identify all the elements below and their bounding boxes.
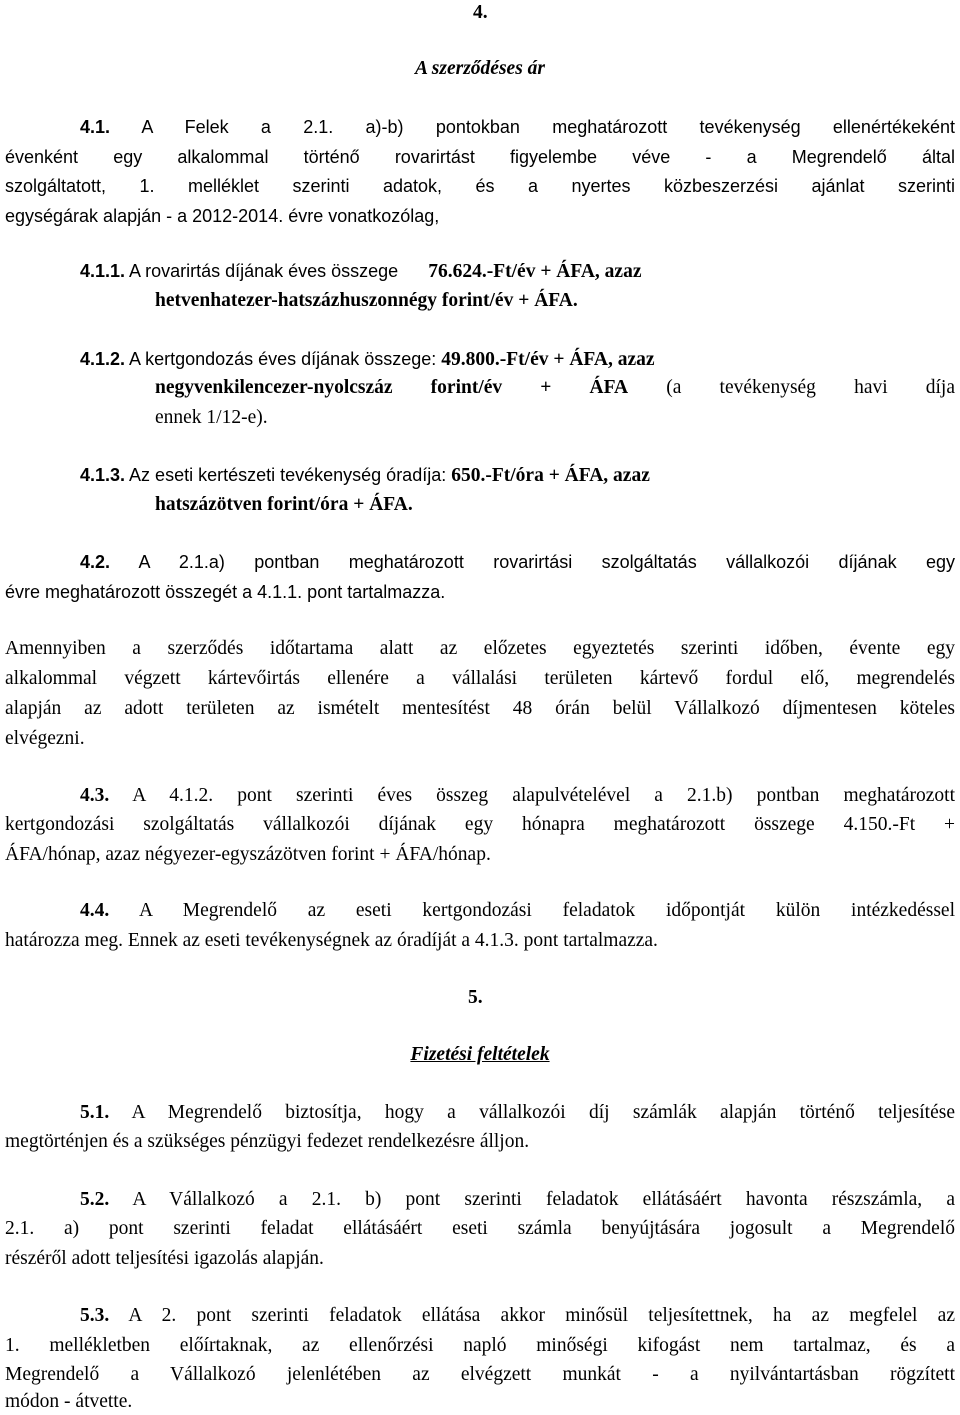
clause-number: 4.1. bbox=[80, 117, 111, 137]
paragraph-line: 4.3. A 4.1.2. pont szerinti éves összeg alapulvételével a 2.1.b) pontban meghatározott bbox=[80, 785, 955, 806]
paragraph-line: 5.2. A Vállalkozó a 2.1. b) pont szerinti feladatok ellátásáért havonta részszámla, a bbox=[80, 1189, 955, 1210]
paragraph-line: Amennyiben a szerződés időtartama alatt az előzetes egyeztetés szerinti időben, évente egy bbox=[5, 638, 955, 659]
paragraph-line: 4.1.2. A kertgondozás éves díjának összege: 49.800.-Ft/év + ÁFA, azaz bbox=[80, 349, 655, 370]
paragraph-line: Megrendelő a Vállalkozó jelenlétében az elvégzett munkát - a nyilvántartásban rögzített bbox=[5, 1364, 955, 1385]
clause-number: 4.3. bbox=[80, 785, 110, 806]
paragraph-line: szolgáltatott, 1. melléklet szerinti adatok, és a nyertes közbeszerzési ajánlat szerinti bbox=[5, 176, 955, 196]
paragraph-line: évenként egy alkalommal történő rovarirtást figyelembe véve - a Megrendelő által bbox=[5, 147, 955, 167]
paragraph-line: 4.1.3. Az eseti kertészeti tevékenység óradíja: 650.-Ft/óra + ÁFA, azaz bbox=[80, 465, 650, 486]
paragraph-line: alapján az adott területen az ismételt mentesítést 48 órán belül Vállalkozó díjmentesen köteles bbox=[5, 698, 955, 719]
clause-number: 4.1.3. bbox=[80, 465, 126, 485]
paragraph-line: 4.1.1. A rovarirtás díjának éves összege 76.624.-Ft/év + ÁFA, azaz bbox=[80, 261, 642, 282]
paragraph-line: 2.1. a) pont szerinti feladat ellátásáért eseti számla benyújtására jogosult a Megrendelő bbox=[5, 1218, 955, 1239]
paragraph-line: 4.1. A Felek a 2.1. a)-b) pontokban meghatározott tevékenység ellenértékeként bbox=[80, 117, 955, 137]
section-number: 5. bbox=[468, 987, 483, 1008]
price-amount: 76.624.-Ft/év + ÁFA, azaz bbox=[428, 261, 642, 282]
paragraph-line: 4.4. A Megrendelő az eseti kertgondozási feladatok időpontját külön intézkedéssel bbox=[80, 900, 955, 921]
paragraph-line: 4.2. A 2.1.a) pontban meghatározott rovarirtási szolgáltatás vállalkozói díjának egy bbox=[80, 552, 955, 572]
section-number: 4. bbox=[473, 2, 488, 23]
price-amount: 650.-Ft/óra + ÁFA, azaz bbox=[451, 465, 650, 486]
paragraph-line: kertgondozási szolgáltatás vállalkozói díjának egy hónapra meghatározott összege 4.150.-Ft + bbox=[5, 814, 955, 835]
paragraph-line: egységárak alapján - a 2012-2014. évre vonatkozólag, bbox=[5, 206, 440, 226]
clause-number: 4.1.1. bbox=[80, 261, 126, 281]
clause-number: 5.3. bbox=[80, 1305, 110, 1326]
paragraph-line: évre meghatározott összegét a 4.1.1. pont tartalmazza. bbox=[5, 582, 446, 602]
paragraph-line: ÁFA/hónap, azaz négyezer-egyszázötven forint + ÁFA/hónap. bbox=[5, 844, 491, 865]
price-in-words: hatszázötven forint/óra + ÁFA. bbox=[155, 494, 413, 515]
clause-number: 4.2. bbox=[80, 552, 111, 572]
price-in-words: hetvenhatezer-hatszázhuszonnégy forint/év + ÁFA. bbox=[155, 290, 578, 311]
paragraph-line: módon - átvette. bbox=[5, 1391, 133, 1412]
paragraph-line: határozza meg. Ennek az eseti tevékenységnek az óradíját a 4.1.3. pont tartalmazza. bbox=[5, 930, 658, 951]
clause-number: 4.4. bbox=[80, 900, 110, 921]
paragraph-line: alkalommal végzett kártevőirtás ellenére a vállalási területen kártevő fordul elő, megrendelés bbox=[5, 668, 955, 689]
clause-number: 4.1.2. bbox=[80, 349, 126, 369]
paragraph-line: elvégezni. bbox=[5, 728, 85, 749]
paragraph-line: ennek 1/12-e). bbox=[155, 407, 268, 428]
paragraph-line: részéről adott teljesítési igazolás alapján. bbox=[5, 1248, 324, 1269]
clause-number: 5.1. bbox=[80, 1102, 110, 1123]
paragraph-line: negyvenkilencezer-nyolcszáz forint/év + ÁFA (a tevékenység havi díja bbox=[155, 377, 956, 398]
clause-number: 5.2. bbox=[80, 1189, 110, 1210]
paragraph-line: 1. mellékletben előírtaknak, az ellenőrzési napló minőségi kifogást nem tartalmaz, és a bbox=[5, 1335, 955, 1356]
paragraph-line: 5.1. A Megrendelő biztosítja, hogy a vállalkozói díj számlák alapján történő teljesítése bbox=[80, 1102, 955, 1123]
paragraph-line: megtörténjen és a szükséges pénzügyi fedezet rendelkezésre álljon. bbox=[5, 1131, 530, 1152]
section-title: A szerződéses ár bbox=[414, 58, 546, 79]
price-in-words: negyvenkilencezer-nyolcszáz forint/év + ÁFA bbox=[155, 377, 629, 398]
price-amount: 49.800.-Ft/év + ÁFA, azaz bbox=[441, 349, 655, 370]
paragraph-line: 5.3. A 2. pont szerinti feladatok ellátása akkor minősül teljesítettnek, ha az megfelel az bbox=[80, 1305, 955, 1326]
section-title: Fizetési feltételek bbox=[410, 1044, 550, 1065]
